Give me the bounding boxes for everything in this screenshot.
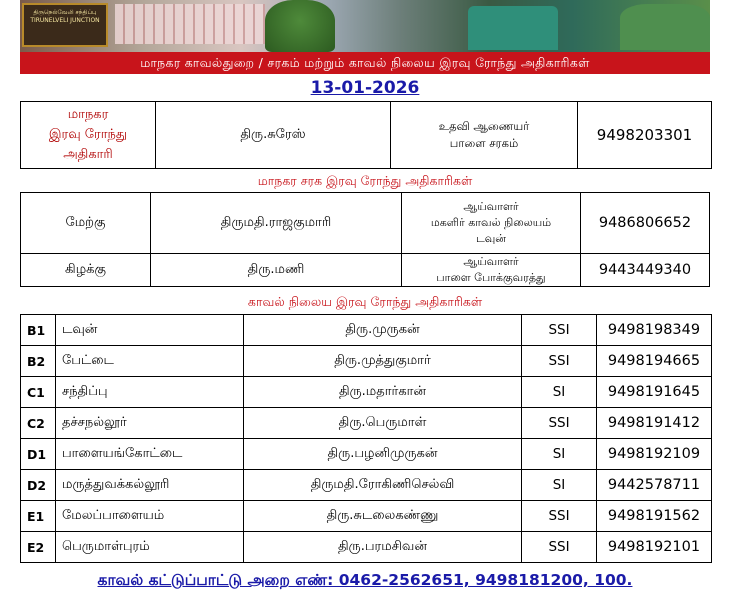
officer-designation: ஆய்வாளர் பாளை போக்குவரத்து xyxy=(402,254,581,287)
station-code: B1 xyxy=(21,315,56,346)
table-row xyxy=(21,102,712,169)
station-code: C1 xyxy=(21,377,56,408)
date-heading: 13-01-2026 xyxy=(310,78,420,98)
station-code: C2 xyxy=(21,408,56,439)
bus-image-2 xyxy=(620,4,710,50)
station-code: E2 xyxy=(21,532,56,563)
officer-name: திரு.பெருமாள் xyxy=(244,408,522,439)
officer-phone: 9498191412 xyxy=(597,408,712,439)
officer-rank: SSI xyxy=(522,346,597,377)
table-row xyxy=(21,315,712,346)
range-area: கிழக்கு xyxy=(21,254,151,287)
page-title: மாநகர காவல்துறை / சரகம் மற்றும் காவல் நிலைய இரவு ரோந்து அதிகாரிகள் xyxy=(20,52,710,74)
station-area: டவுன் xyxy=(56,315,244,346)
station-area: பாளையங்கோட்டை xyxy=(56,439,244,470)
officer-name: திரு.பரமசிவன் xyxy=(244,532,522,563)
officer-rank: SI xyxy=(522,377,597,408)
control-room-footer: காவல் கட்டுப்பாட்டு அறை எண்: 0462-2562651, 9498181200, 100. xyxy=(97,571,633,589)
officer-name: திரு.மணி xyxy=(151,254,402,287)
station-area: பெருமாள்புரம் xyxy=(56,532,244,563)
officer-name: திரு.மதார்கான் xyxy=(244,377,522,408)
station-area: மருத்துவக்கல்லூரி xyxy=(56,470,244,501)
station-sign: திருநெல்வேலி சந்திப்பு TIRUNELVELI JUNCTION xyxy=(22,3,108,47)
officer-name: திரு.சுரேஸ் xyxy=(156,102,391,169)
station-code: D1 xyxy=(21,439,56,470)
table-row xyxy=(21,439,712,470)
officer-rank: SSI xyxy=(522,408,597,439)
officer-name: திருமதி.ராஜகுமாரி xyxy=(151,193,402,254)
station-code: B2 xyxy=(21,346,56,377)
officer-phone: 9498191562 xyxy=(597,501,712,532)
officer-phone: 9498191645 xyxy=(597,377,712,408)
table-row xyxy=(21,377,712,408)
table-row xyxy=(21,532,712,563)
officer-role-cell: மாநகர இரவு ரோந்து அதிகாரி xyxy=(21,102,156,169)
officer-rank: SSI xyxy=(522,532,597,563)
officer-rank: SI xyxy=(522,439,597,470)
officer-phone: 9442578711 xyxy=(597,470,712,501)
table-row xyxy=(21,501,712,532)
officer-designation: ஆய்வாளர் மகளிர் காவல் நிலையம் டவுன் xyxy=(402,193,581,254)
tree-image xyxy=(265,0,335,52)
station-area: தச்சநல்லூர் xyxy=(56,408,244,439)
table-row xyxy=(21,470,712,501)
officer-name: திரு.பழனிமுருகன் xyxy=(244,439,522,470)
range-area: மேற்கு xyxy=(21,193,151,254)
table-row xyxy=(21,408,712,439)
officer-phone: 9498192101 xyxy=(597,532,712,563)
officer-phone: 9498203301 xyxy=(578,102,712,169)
officer-rank: SI xyxy=(522,470,597,501)
station-area: பேட்டை xyxy=(56,346,244,377)
station-section-heading: காவல் நிலைய இரவு ரோந்து அதிகாரிகள் xyxy=(247,294,483,309)
officer-name: திரு.முத்துகுமார் xyxy=(244,346,522,377)
officer-designation: உதவி ஆணையர் பாளை சரகம் xyxy=(391,102,578,169)
table-row xyxy=(21,254,710,287)
range-section-heading: மாநகர சரக இரவு ரோந்து அதிகாரிகள் xyxy=(257,173,473,188)
officer-name: திரு.முருகன் xyxy=(244,315,522,346)
station-officers-table xyxy=(20,314,712,563)
officer-phone: 9498194665 xyxy=(597,346,712,377)
officer-phone: 9486806652 xyxy=(581,193,710,254)
city-officer-table xyxy=(20,101,712,169)
officer-name: திரு.சுடலைகண்ணு xyxy=(244,501,522,532)
station-area: மேலப்பாளையம் xyxy=(56,501,244,532)
building-image xyxy=(115,4,265,44)
station-code: E1 xyxy=(21,501,56,532)
officer-phone: 9498198349 xyxy=(597,315,712,346)
bus-image xyxy=(468,6,558,50)
officer-rank: SSI xyxy=(522,501,597,532)
table-row xyxy=(21,193,710,254)
officer-name: திருமதி.ரோகிணிசெல்வி xyxy=(244,470,522,501)
officer-rank: SSI xyxy=(522,315,597,346)
range-officers-table xyxy=(20,192,710,287)
table-row xyxy=(21,346,712,377)
officer-phone: 9498192109 xyxy=(597,439,712,470)
station-code: D2 xyxy=(21,470,56,501)
header-banner-photo xyxy=(20,0,710,52)
station-area: சந்திப்பு xyxy=(56,377,244,408)
officer-phone: 9443449340 xyxy=(581,254,710,287)
